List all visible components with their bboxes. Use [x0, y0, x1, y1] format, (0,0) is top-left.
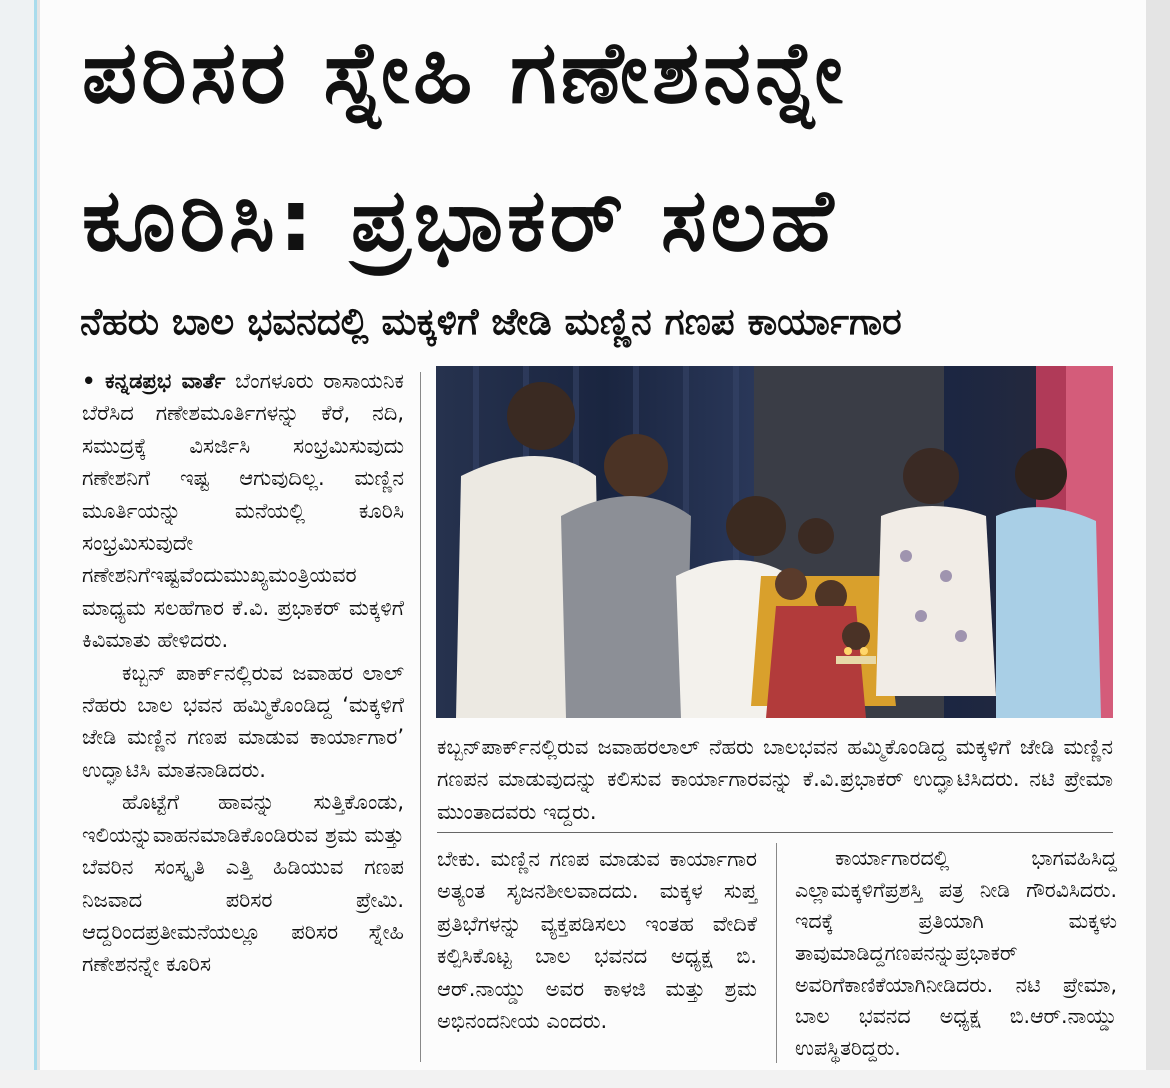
- column-divider: [420, 372, 421, 1062]
- article-column-3: [795, 843, 1117, 1065]
- subheadline: ನೆಹರು ಬಾಲ ಭವನದಲ್ಲಿ ಮಕ್ಕಳಿಗೆ ಜೇಡಿ ಮಣ್ಣಿನ ಗಣಪ ಕಾರ್ಯಾಗಾರ: [80, 300, 902, 343]
- byline-place: ಬೆಂಗಳೂರು: [235, 369, 314, 393]
- news-photo: [436, 366, 1113, 718]
- column3-text: ಕಾರ್ಯಾಗಾರದಲ್ಲಿ ಭಾಗವಹಿಸಿದ್ದ ಎಲ್ಲಾಮಕ್ಕಳಿಗೆಪ್ರಶಸ್ತಿ ಪತ್ರ ನೀಡಿ ಗೌರವಿಸಿದರು. ಇದಕ್ಕೆ ಪ್ರತಿಯಾಗಿ ಮಕ್ಕಳು ತಾವುಮಾಡಿದ್ದಗಣಪನನ್ನುಪ್ರಭಾಕರ್ ಅವರಿಗೆಕಾಣಿಕೆಯಾಗಿನೀಡಿದರು. ನಟಿ ಪ್ರೇಮಾ, ಬಾಲ ಭವನದ ಅಧ್ಯಕ್ಷ ಬಿ.ಆರ್.ನಾಯ್ಡು ಉಪಸ್ಥಿತರಿದ್ದರು.: [795, 846, 1117, 1060]
- page-bottom-margin: [0, 1070, 1170, 1088]
- byline-source: ಕನ್ನಡಪ್ರಭ ವಾರ್ತೆ: [105, 369, 226, 393]
- headline-line-1: ಪರಿಸರ ಸ್ನೇಹಿ ಗಣೇಶನನ್ನೇ: [82, 23, 847, 123]
- byline: [82, 365, 404, 657]
- article-column-2: [437, 843, 757, 1037]
- headline-line-2: ಕೂರಿಸಿ: ಪ್ರಭಾಕರ್ ಸಲಹೆ: [82, 171, 838, 271]
- photo-caption: ಕಬ್ಬನ್‌ಪಾರ್ಕ್‌ನಲ್ಲಿರುವ ಜವಾಹರಲಾಲ್ ನೆಹರು ಬಾಲಭವನ ಹಮ್ಮಿಕೊಂಡಿದ್ದ ಮಕ್ಕಳಿಗೆ ಜೇಡಿ ಮಣ್ಣಿನ ಗಣಪನ ಮಾಡುವುದನ್ನು ಕಲಿಸುವ ಕಾರ್ಯಾಗಾರವನ್ನು ಕೆ.ವಿ.ಪ್ರಭಾಕರ್ ಉದ್ಘಾಟಿಸಿದರು. ನಟಿ ಪ್ರೇಮಾ ಮುಂತಾದವರು ಇದ್ದರು.: [437, 735, 1113, 824]
- column-divider: [776, 843, 777, 1063]
- column1-paragraph-3: ಹೊಟ್ಟೆಗೆ ಹಾವನ್ನು ಸುತ್ತಿಕೊಂಡು, ಇಲಿಯನ್ನುವಾಹನಮಾಡಿಕೊಂಡಿರುವ ಶ್ರಮ ಮತ್ತು ಬೆವರಿನ ಸಂಸ್ಕೃತಿ ಎತ್ತಿ ಹಿಡಿಯುವ ಗಣಪ ನಿಜವಾದ ಪರಿಸರ ಪ್ರೇಮಿ. ಆದ್ದರಿಂದಪ್ರತೀಮನೆಯಲ್ಲೂ ಪರಿಸರ ಸ್ನೇಹಿ ಗಣೇಶನನ್ನೇ ಕೂರಿಸ: [82, 790, 404, 977]
- byline-bullet: •: [82, 369, 96, 393]
- column2-text: ಬೇಕು. ಮಣ್ಣಿನ ಗಣಪ ಮಾಡುವ ಕಾರ್ಯಾಗಾರ ಅತ್ಯಂತ ಸೃಜನಶೀಲವಾದದು. ಮಕ್ಕಳ ಸುಪ್ತ ಪ್ರತಿಭೆಗಳನ್ನು ವ್ಯಕ್ತಪಡಿಸಲು ಇಂತಹ ವೇದಿಕೆ ಕಲ್ಪಿಸಿಕೊಟ್ಟ ಬಾಲ ಭವನದ ಅಧ್ಯಕ್ಷ ಬಿ. ಆರ್.ನಾಯ್ಡು ಅವರ ಕಾಳಜಿ ಮತ್ತು ಶ್ರಮ ಅಭಿನಂದನೀಯ ಎಂದರು.: [437, 847, 757, 1034]
- news-photo-illustration: [436, 366, 1113, 718]
- column1-paragraph-1: ರಾಸಾಯನಿಕ ಬೆರೆಸಿದ ಗಣೇಶಮೂರ್ತಿಗಳನ್ನು ಕೆರೆ, ನದಿ, ಸಮುದ್ರಕ್ಕೆ ವಿಸರ್ಜಿಸಿ ಸಂಭ್ರಮಿಸುವುದು ಗಣೇಶನಿಗೆ ಇಷ್ಟ ಆಗುವುದಿಲ್ಲ. ಮಣ್ಣಿನ ಮೂರ್ತಿಯನ್ನು ಮನೆಯಲ್ಲಿ ಕೂರಿಸಿ ಸಂಭ್ರಮಿಸುವುದೇ ಗಣೇಶನಿಗೆಇಷ್ಟವೆಂದುಮುಖ್ಯಮಂತ್ರಿಯವರ ಮಾಧ್ಯಮ ಸಲಹೆಗಾರ ಕೆ.ವಿ. ಪ್ರಭಾಕರ್ ಮಕ್ಕಳಿಗೆ ಕಿವಿಮಾತು ಹೇಳಿದರು.: [82, 369, 404, 653]
- column1-paragraph-2: ಕಬ್ಬನ್ ಪಾರ್ಕ್‌ನಲ್ಲಿರುವ ಜವಾಹರ ಲಾಲ್ ನೆಹರು ಬಾಲ ಭವನ ಹಮ್ಮಿಕೊಂಡಿದ್ದ ‘ಮಕ್ಕಳಿಗೆ ಜೇಡಿ ಮಣ್ಣಿನ ಗಣಪ ಮಾಡುವ ಕಾರ್ಯಾಗಾರ’ ಉದ್ಘಾಟಿಸಿ ಮಾತನಾಡಿದರು.: [82, 660, 404, 782]
- page-left-margin: [0, 0, 37, 1088]
- caption-divider: [437, 832, 1113, 833]
- article-column-1: [82, 365, 404, 981]
